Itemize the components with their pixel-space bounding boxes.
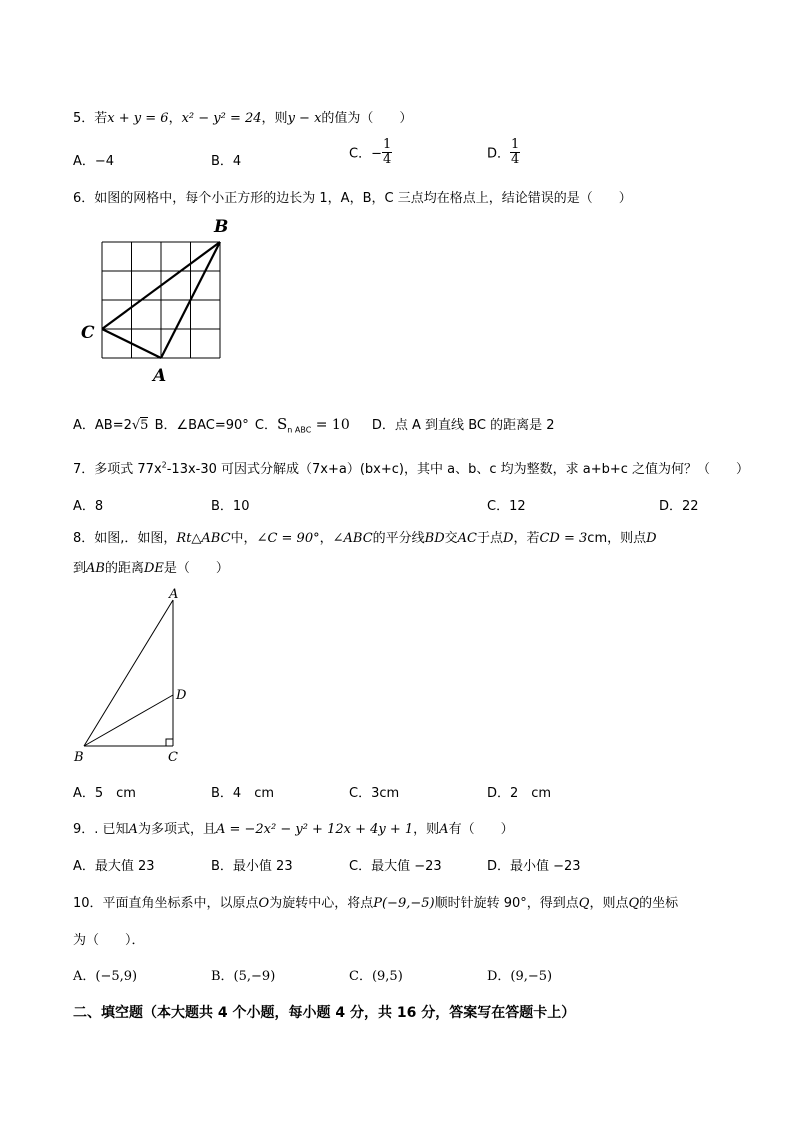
- q8-option-b[interactable]: B．4 cm: [211, 786, 275, 801]
- q5-option-b[interactable]: B．4: [211, 154, 242, 169]
- q9-option-d[interactable]: D．最小值 −23: [487, 859, 581, 874]
- q6-grid-figure: [78, 210, 238, 385]
- q5-equation-1: x + y = 6: [107, 111, 169, 126]
- q6-option-b[interactable]: B．∠BAC=90°: [154, 418, 249, 433]
- q9-equation: A = −2x² − y² + 12x + 4y + 1: [215, 822, 414, 837]
- q6-options-row: [73, 414, 555, 435]
- q7-option-b[interactable]: B．10: [211, 499, 250, 514]
- q6-option-a[interactable]: A．AB=2√5: [73, 418, 149, 433]
- q5-option-a[interactable]: A．−4: [73, 154, 115, 169]
- q6-option-d[interactable]: D．点 A 到直线 BC 的距离是 2: [371, 418, 555, 433]
- q6-stem: 6．如图的网格中，每个小正方形的边长为 1，A，B，C 三点均在格点上，结论错误的是（ ）: [73, 191, 632, 206]
- q7-option-c[interactable]: C．12: [487, 499, 526, 514]
- grid: [102, 242, 220, 358]
- q5-option-d[interactable]: D． $\frac{1}{4}$: [487, 137, 520, 167]
- q8-option-d[interactable]: D．2 cm: [487, 786, 552, 801]
- q10-stem-line1: 10．平面直角坐标系中，以原点O为旋转中心，将点P(−9,−5)顺时针旋转 90°，得到点Q，则点Q的坐标: [73, 896, 679, 911]
- label-c: C: [168, 750, 178, 765]
- q7-option-a[interactable]: A．8: [73, 499, 104, 514]
- sqrt-icon: √: [131, 418, 141, 433]
- q5-option-c[interactable]: C．− $\frac{1}{4}$: [349, 137, 392, 167]
- q5-expression: y − x: [287, 111, 322, 126]
- q7-stem: 7．多项式 $77x^2-13x-30$ 可因式分解成（7x+a）(bx+c)，其中 a、b、c 均为整数，求 a+b+c 之值为何？（ ）: [73, 460, 750, 477]
- q9-option-b[interactable]: B．最小值 23: [211, 859, 293, 874]
- fraction: $\frac{1}{4}$: [511, 137, 520, 167]
- q9-stem: 9．. 已知A为多项式，且A = −2x² − y² + 12x + 4y + 1，则A有（ ）: [73, 822, 514, 837]
- q8-stem-line1: 8．如图,．如图，Rt△ABC中，∠C = 90°，∠ABC的平分线BD交AC于点D，若CD = 3cm，则点D: [73, 531, 657, 546]
- q10-option-c[interactable]: C．(9,5): [349, 969, 403, 984]
- label-a: A: [169, 587, 179, 602]
- label-b: B: [74, 750, 84, 765]
- q8-triangle-figure: [70, 585, 200, 770]
- label-c: C: [81, 323, 95, 343]
- q9-option-c[interactable]: C．最大值 −23: [349, 859, 442, 874]
- q10-point-p: P(−9,−5): [373, 896, 435, 911]
- label-b: B: [214, 217, 229, 237]
- q10-option-a[interactable]: A．(−5,9): [73, 969, 138, 984]
- q5-number: 5．: [73, 111, 95, 126]
- label-d: D: [176, 688, 187, 703]
- q5-stem: 5．若x + y = 6，x² − y² = 24，则y − x的值为（ ）: [73, 111, 413, 126]
- q6-option-c[interactable]: C．$S_{n ABC} = 10$: [254, 415, 350, 435]
- fraction: $\frac{1}{4}$: [382, 137, 392, 167]
- q8-stem-line2: 到AB的距离DE是（ ）: [73, 561, 229, 576]
- q10-stem-line2: 为（ ）．: [73, 933, 145, 948]
- q9-option-a[interactable]: A．最大值 23: [73, 859, 155, 874]
- q8-option-a[interactable]: A．5 cm: [73, 786, 136, 801]
- section-2-title: 二、填空题（本大题共 4 个小题，每小题 4 分，共 16 分，答案写在答题卡上）: [73, 1005, 576, 1021]
- q7-option-d[interactable]: D．22: [659, 499, 699, 514]
- q10-option-b[interactable]: B．(5,−9): [211, 969, 276, 984]
- label-a: A: [153, 366, 167, 385]
- q5-equation-2: x² − y² = 24: [181, 111, 262, 126]
- q10-option-d[interactable]: D．(9,−5): [487, 969, 553, 984]
- q8-option-c[interactable]: C．3cm: [349, 786, 400, 801]
